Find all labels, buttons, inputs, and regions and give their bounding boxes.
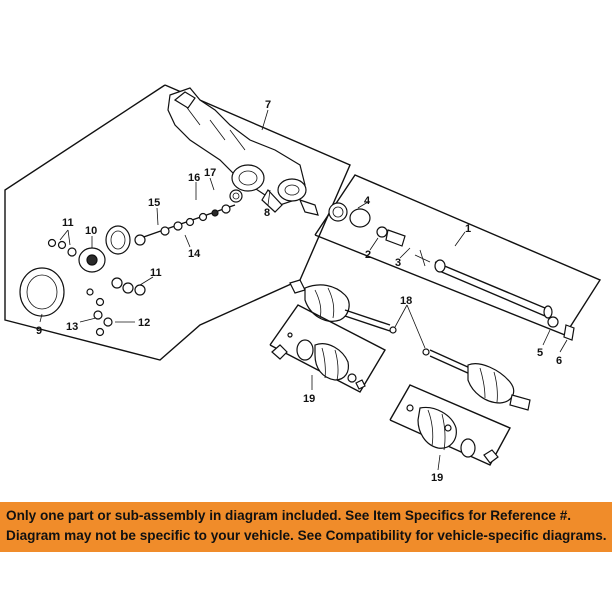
callout-8: 8 [264, 207, 271, 219]
callout-11-lower: 11 [150, 267, 162, 279]
callout-5: 5 [537, 347, 544, 359]
disclaimer-banner [0, 502, 612, 552]
callout-18: 18 [400, 295, 413, 307]
callout-17: 17 [204, 167, 217, 179]
callout-2: 2 [365, 249, 372, 261]
callout-3: 3 [395, 257, 402, 269]
callout-14: 14 [188, 248, 201, 260]
callout-16: 16 [188, 172, 201, 184]
axle-shaft-group-outline [315, 175, 600, 335]
callout-10: 10 [85, 225, 98, 237]
callout-11-upper: 11 [62, 217, 74, 229]
callout-13: 13 [66, 321, 79, 333]
disclaimer-line-2: Diagram may not be specific to your vehicle. See Compatibility for vehicle-specific diagrams. [6, 528, 607, 543]
callout-12: 12 [138, 317, 151, 329]
diff-cover [20, 268, 64, 316]
callout-15: 15 [148, 197, 161, 209]
callout-19-lower: 19 [431, 472, 444, 484]
front-axle-group [5, 85, 350, 360]
callout-19-upper: 19 [303, 393, 316, 405]
axle-shaft-group [315, 175, 600, 340]
callout-1: 1 [465, 223, 472, 235]
disclaimer-line-1: Only one part or sub-assembly in diagram included. See Item Specifics for Reference #. [6, 508, 572, 523]
axle-housing [168, 88, 318, 215]
bearing-parts [87, 278, 145, 336]
callout-4: 4 [364, 195, 371, 207]
callout-9: 9 [36, 325, 43, 337]
callout-6: 6 [556, 355, 563, 367]
callout-7: 7 [265, 99, 272, 111]
